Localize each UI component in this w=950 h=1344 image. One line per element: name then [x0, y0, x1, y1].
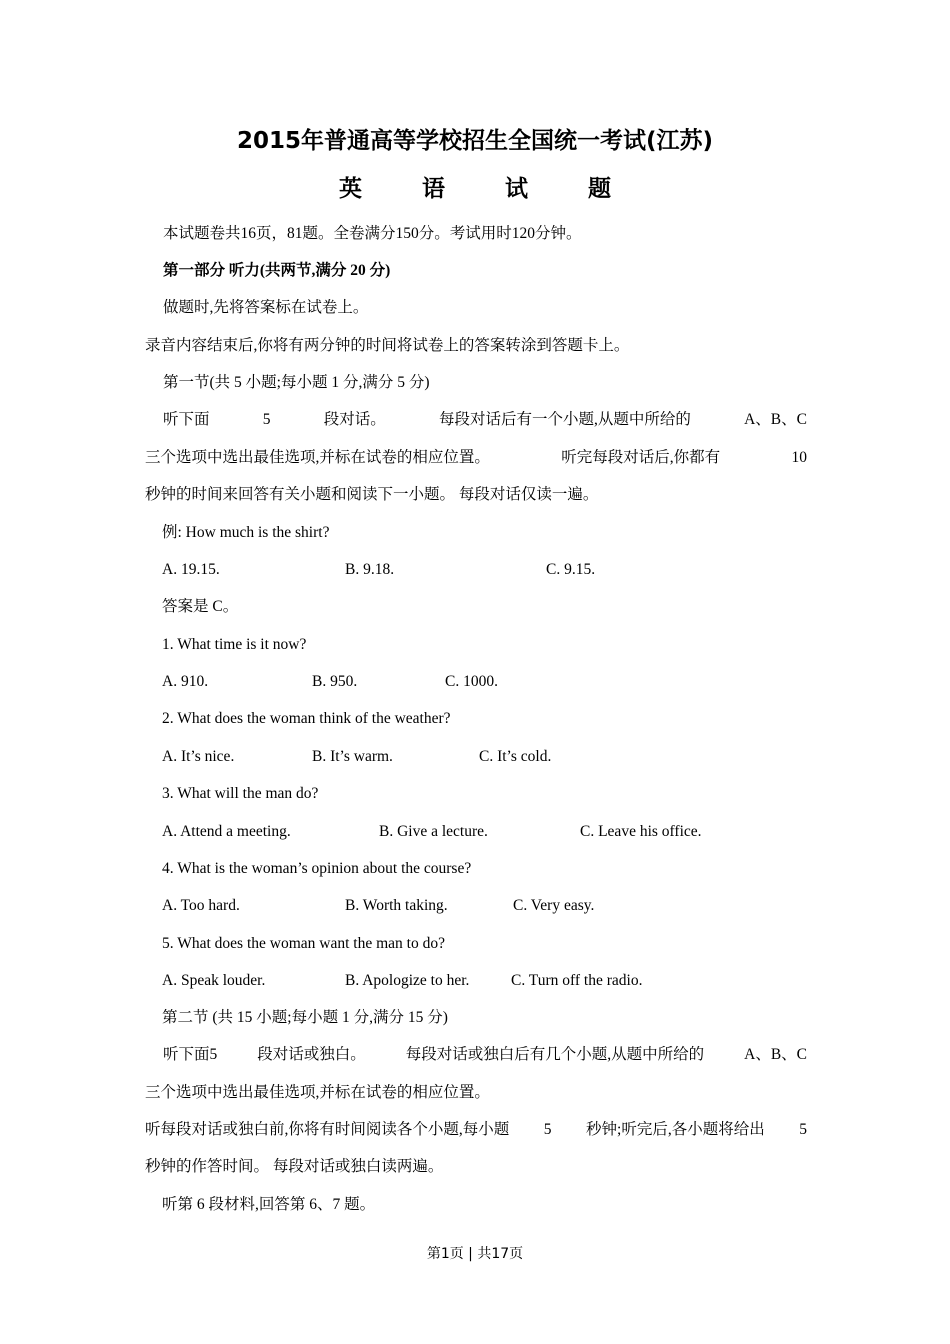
question-5-option-b: B. Apologize to her. — [345, 972, 470, 989]
question-3: 3. What will the man do? — [162, 785, 319, 802]
question-1-option-b: B. 950. — [312, 673, 358, 690]
direction-fragment: 秒钟;听完后,各小题将给出 — [586, 1121, 765, 1138]
question-3-option-a: A. Attend a meeting. — [162, 823, 291, 840]
material-6-heading: 听第 6 段材料,回答第 6、7 题。 — [162, 1196, 376, 1213]
section2-directions-line3 — [145, 1120, 807, 1140]
question-2-option-c: C. It’s cold. — [479, 748, 552, 765]
question-5-option-c: C. Turn off the radio. — [511, 972, 643, 989]
direction-fragment: 听完每段对话后,你都有 — [561, 449, 721, 466]
direction-fragment: 段对话。 — [323, 411, 386, 428]
direction-fragment: 段对话或独白。 — [257, 1046, 366, 1063]
section2-directions-line1 — [163, 1045, 807, 1065]
intro-text: 本试题卷共16页，81题。全卷满分150分。考试用时120分钟。 — [163, 225, 582, 242]
question-3-option-c: C. Leave his office. — [580, 823, 702, 840]
part1-instruction-1: 做题时,先将答案标在试卷上。 — [163, 299, 369, 316]
direction-fragment: 5 — [262, 411, 271, 428]
direction-fragment: 5 — [799, 1121, 807, 1138]
question-5: 5. What does the woman want the man to do? — [162, 935, 445, 952]
example-option-b: B. 9.18. — [345, 561, 395, 578]
question-4-option-b: B. Worth taking. — [345, 897, 448, 914]
section2-heading: 第二节 (共 15 小题;每小题 1 分,满分 15 分) — [162, 1009, 448, 1026]
example-question: 例: How much is the shirt? — [162, 524, 330, 541]
direction-fragment: 听下面5 — [163, 1046, 218, 1063]
question-2-option-a: A. It’s nice. — [162, 748, 235, 765]
direction-fragment: 每段对话或独白后有几个小题,从题中所给的 — [405, 1046, 705, 1063]
question-3-option-b: B. Give a lecture. — [379, 823, 488, 840]
question-2: 2. What does the woman think of the weather? — [162, 710, 451, 727]
question-4-option-a: A. Too hard. — [162, 897, 240, 914]
section2-directions-line4: 秒钟的作答时间。 每段对话或独白读两遍。 — [145, 1158, 444, 1175]
question-4: 4. What is the woman’s opinion about the course? — [162, 860, 472, 877]
example-answer: 答案是 C。 — [162, 598, 239, 615]
direction-fragment: 听每段对话或独白前,你将有时间阅读各个小题,每小题 — [145, 1121, 510, 1138]
direction-fragment: 5 — [543, 1121, 552, 1138]
question-5-option-a: A. Speak louder. — [162, 972, 266, 989]
question-4-option-c: C. Very easy. — [513, 897, 595, 914]
section1-directions-line2 — [145, 448, 807, 468]
exam-title: 2015年普通高等学校招生全国统一考试(江苏) — [236, 128, 714, 154]
question-1: 1. What time is it now? — [162, 636, 307, 653]
section1-directions-line3: 秒钟的时间来回答有关小题和阅读下一小题。 每段对话仅读一遍。 — [145, 486, 599, 503]
part1-heading: 第一部分 听力(共两节,满分 20 分) — [163, 262, 391, 279]
page-footer: 第1页 | 共17页 — [426, 1246, 524, 1262]
direction-fragment: 10 — [791, 449, 807, 466]
section1-directions-line1 — [163, 410, 807, 430]
direction-fragment: 每段对话后有一个小题,从题中所给的 — [438, 411, 691, 428]
question-2-option-b: B. It’s warm. — [312, 748, 393, 765]
example-option-c: C. 9.15. — [546, 561, 596, 578]
part1-instruction-2: 录音内容结束后,你将有两分钟的时间将试卷上的答案转涂到答题卡上。 — [145, 337, 630, 354]
question-1-option-c: C. 1000. — [445, 673, 498, 690]
section1-heading: 第一节(共 5 小题;每小题 1 分,满分 5 分) — [163, 374, 430, 391]
section2-directions-line2: 三个选项中选出最佳选项,并标在试卷的相应位置。 — [145, 1084, 490, 1101]
example-option-a: A. 19.15. — [162, 561, 220, 578]
direction-fragment: A、B、C — [744, 1046, 807, 1063]
direction-fragment: 三个选项中选出最佳选项,并标在试卷的相应位置。 — [145, 449, 490, 466]
exam-subtitle: 英 语 试 题 — [338, 176, 638, 202]
direction-fragment: 听下面 — [163, 411, 210, 428]
direction-fragment: A、B、C — [744, 411, 807, 428]
question-1-option-a: A. 910. — [162, 673, 209, 690]
